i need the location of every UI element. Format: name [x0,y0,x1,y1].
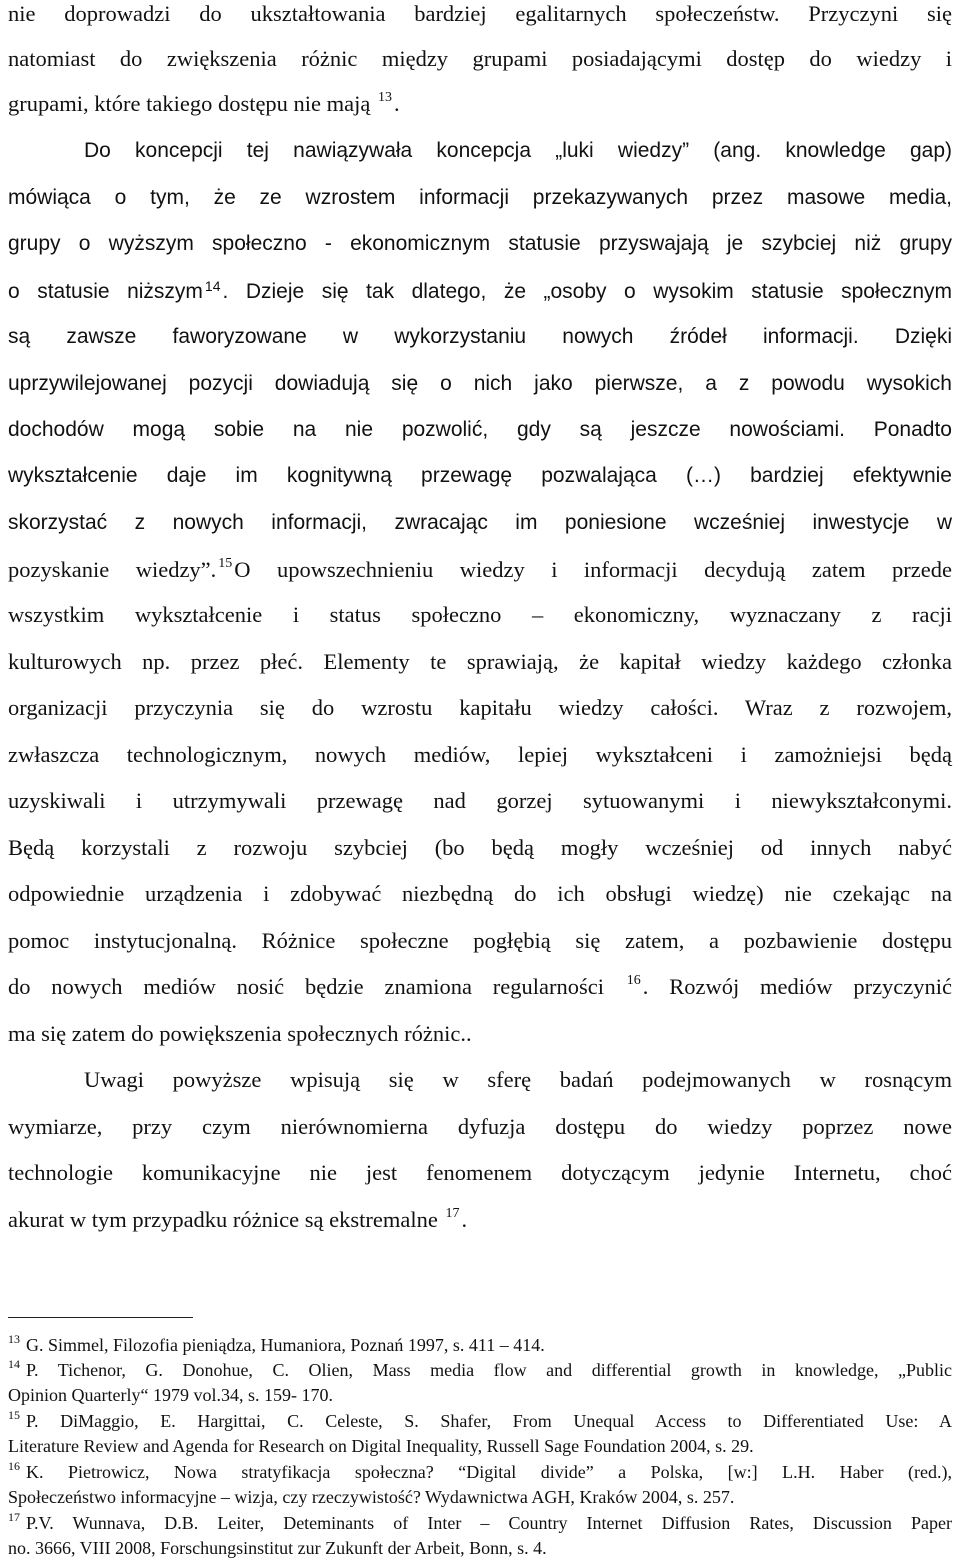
footnote-15 [8,1410,952,1432]
footnote-text: P. Tichenor, G. Donohue, C. Olien, Mass media flow and differential growth in knowledge, „Public [26,1360,952,1380]
body-line: Będą korzystali z rozwoju szybciej (bo będą mogły wcześniej od innych nabyć [8,835,952,860]
footnote-ref: 13 [378,90,393,105]
footnote-number: 14 [8,1357,20,1371]
body-line: ma się zatem do powiększenia społecznych różnic.. [8,1021,472,1046]
body-text: o statusie niższym [8,280,203,303]
body-line: wymiarze, przy czym nierównomierna dyfuzja dostępu do wiedzy poprzez nowe [8,1114,952,1139]
footnote-ref: 14 [204,278,221,294]
body-text: grupami, które takiego dostępu nie mają [8,91,371,116]
footnote-16-cont: Społeczeństwo informacyjne – wizja, czy rzeczywistość? Wydawnictwa AGH, Kraków 2004, s. 257. [8,1487,735,1507]
body-line: Do koncepcji tej nawiązywała koncepcja „luki wiedzy” (ang. knowledge gap) [84,139,952,162]
body-line: uprzywilejowanej pozycji dowiadują się o nich jako pierwsze, a z powodu wysokich [8,372,952,395]
footnote-13 [8,1334,952,1356]
footnote-text: G. Simmel, Filozofia pieniądza, Humaniora, Poznań 1997, s. 411 – 414. [26,1335,545,1355]
footnote-text: K. Pietrowicz, Nowa stratyfikacja społeczna? “Digital divide” a Polska, [w:] L.H. Haber (red.), [26,1462,952,1482]
footnote-17-cont: no. 3666, VIII 2008, Forschungsinstitut zur Zukunft der Arbeit, Bonn, s. 4. [8,1538,547,1558]
body-line [8,556,952,584]
body-line: grupy o wyższym społeczno - ekonomicznym statusie przyswajają je szybciej niż grupy [8,232,952,255]
body-line: odpowiednie urządzenia i zdobywać niezbędną do ich obsługi wiedzę) nie czekając na [8,881,952,906]
footnote-text: P. DiMaggio, E. Hargittai, C. Celeste, S. Shafer, From Unequal Access to Differentiated Use: A [26,1411,952,1431]
footnote-number: 15 [8,1408,20,1422]
footnote-number: 17 [8,1510,20,1524]
body-text: pozyskanie wiedzy”. [8,557,217,582]
body-line: Uwagi powyższe wpisują się w sferę badań podejmowanych w rosnącym [84,1067,952,1092]
body-line [8,90,952,118]
footnote-ref: 15 [218,556,233,571]
body-line: są zawsze faworyzowane w wykorzystaniu nowych źródeł informacji. Dzięki [8,325,952,348]
body-line: dochodów mogą sobie na nie pozwolić, gdy są jeszcze nowościami. Ponadto [8,418,952,441]
body-line: kulturowych np. przez płeć. Elementy te sprawiają, że kapitał wiedzy każdego członka [8,649,952,674]
body-line: natomiast do zwiększenia różnic między grupami posiadającymi dostęp do wiedzy i [8,46,952,71]
footnote-separator [8,1317,193,1318]
body-text: . [394,91,400,116]
footnote-ref: 17 [445,1206,460,1221]
body-line: wszystkim wykształcenie i status społeczno – ekonomiczny, wyznaczany z racji [8,602,952,627]
footnote-17 [8,1512,952,1534]
body-line [8,973,952,1001]
body-line: wykształcenie daje im kognitywną przewagę pozwalająca (…) bardziej efektywnie [8,464,952,487]
footnote-14 [8,1359,952,1381]
body-line: zwłaszcza technologicznym, nowych mediów, lepiej wykształceni i zamożniejsi będą [8,742,952,767]
body-text: akurat w tym przypadku różnice są ekstremalne [8,1207,438,1232]
body-text: . Rozwój mediów przyczynić [642,974,953,999]
body-text: do nowych mediów nosić będzie znamiona regularności [8,974,604,999]
body-text: O upowszechnieniu wiedzy i informacji decydują zatem przede [234,557,952,582]
footnote-number: 13 [8,1332,20,1346]
body-line: organizacji przyczynia się do wzrostu kapitału wiedzy całości. Wraz z rozwojem, [8,695,952,720]
footnote-number: 16 [8,1459,20,1473]
body-line: nie doprowadzi do ukształtowania bardziej egalitarnych społeczeństw. Przyczyni się [8,1,952,26]
body-line [8,278,952,306]
footnote-14-cont: Opinion Quarterly“ 1979 vol.34, s. 159- 170. [8,1385,333,1405]
footnote-ref: 16 [626,973,641,988]
body-line: pomoc instytucjonalną. Różnice społeczne pogłębią się zatem, a pozbawienie dostępu [8,928,952,953]
body-line: mówiąca o tym, że ze wzrostem informacji przekazywanych przez masowe media, [8,186,952,209]
footnote-16 [8,1461,952,1483]
body-text: . Dzieje się tak dlatego, że „osoby o wysokim statusie społecznym [222,280,953,303]
body-line: technologie komunikacyjne nie jest fenomenem dotyczącym jedynie Internetu, choć [8,1160,952,1185]
footnote-15-cont: Literature Review and Agenda for Research on Digital Inequality, Russell Sage Foundation 2004, s. 29. [8,1436,754,1456]
body-line: skorzystać z nowych informacji, zwracając im poniesione wcześniej inwestycje w [8,511,952,534]
body-text: . [461,1207,468,1232]
footnote-text: P.V. Wunnava, D.B. Leiter, Deteminants of Inter – Country Internet Diffusion Rates, Discussion Paper [26,1513,952,1533]
body-line [8,1206,952,1234]
body-line: uzyskiwali i utrzymywali przewagę nad gorzej sytuowanymi i niewykształconymi. [8,788,952,813]
